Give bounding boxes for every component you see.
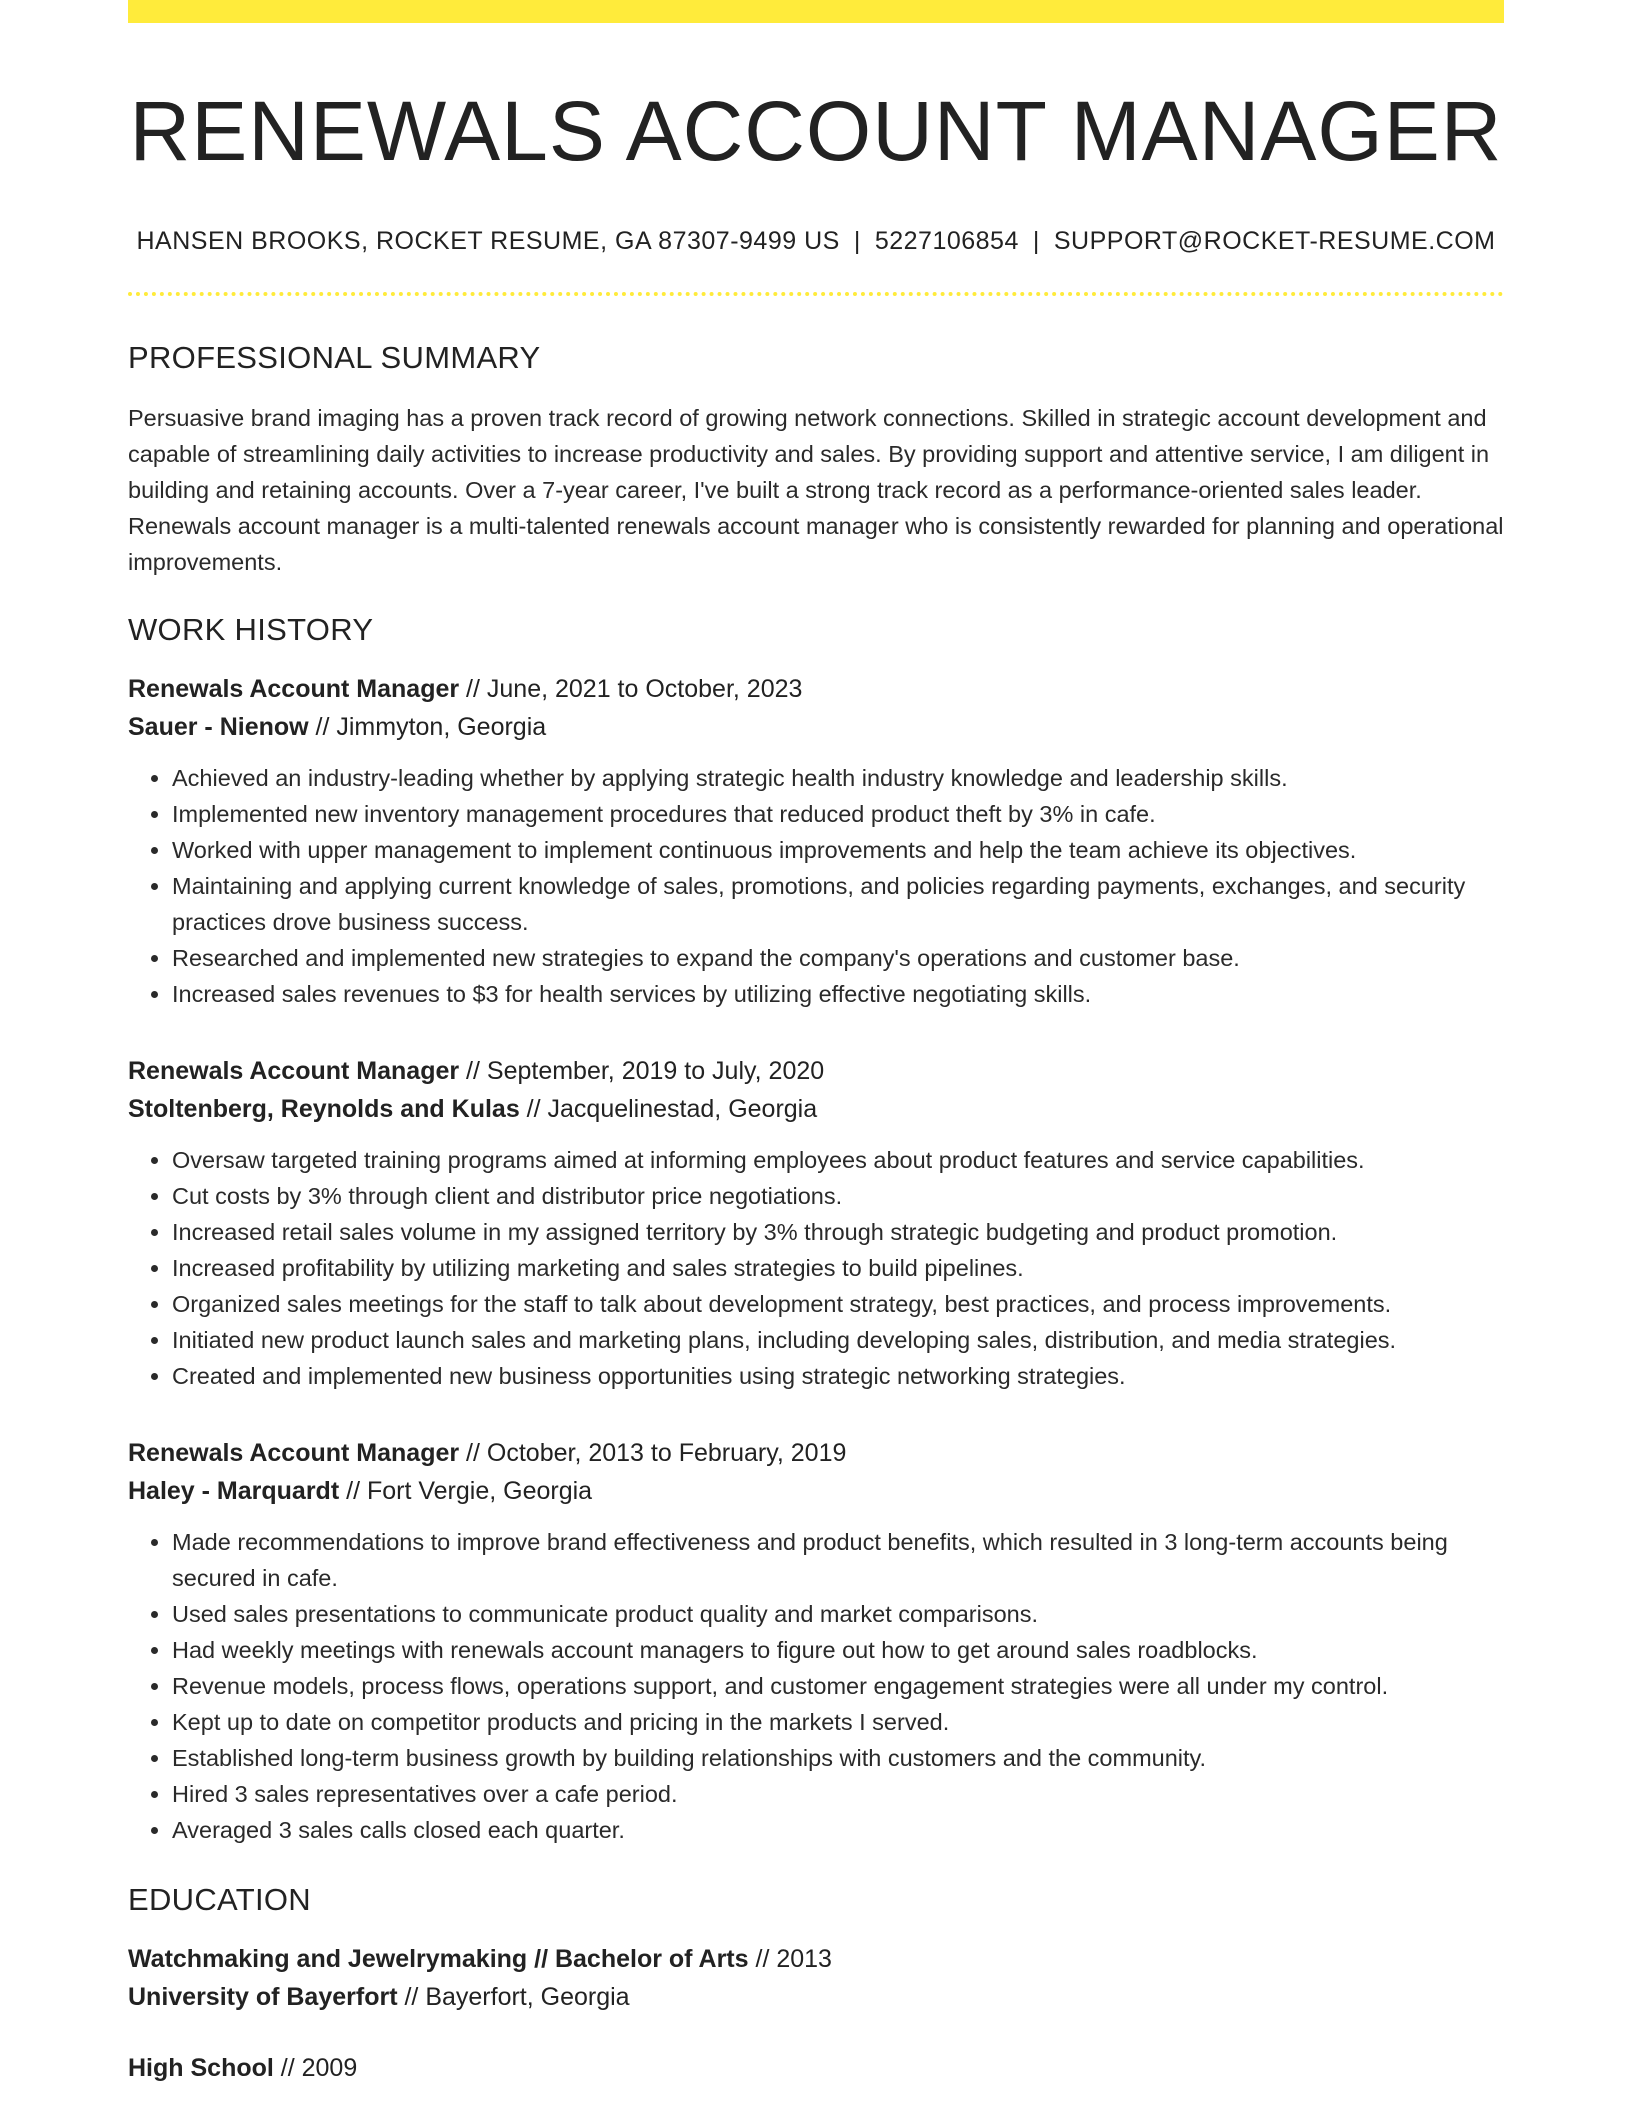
accent-top-bar [128, 0, 1504, 23]
job-title: Renewals Account Manager [128, 1057, 460, 1086]
degree-line [128, 1940, 1504, 1978]
bullet-item: • Hired 3 sales representatives over a cafe period. [172, 1776, 1504, 1812]
resume-page [128, 0, 1504, 2087]
bullet-item: • Increased sales revenues to $3 for health services by utilizing effective negotiating skills. [172, 976, 1504, 1012]
bullet-item: • Increased retail sales volume in my assigned territory by 3% through strategic budgeting and product promotion. [172, 1214, 1504, 1250]
job-company: Stoltenberg, Reynolds and Kulas [128, 1095, 520, 1124]
job-dates: // June, 2021 to October, 2023 [459, 675, 803, 704]
bullet-item: • Created and implemented new business opportunities using strategic networking strategies. [172, 1358, 1504, 1394]
job-title-line [128, 670, 1504, 708]
job-title: Renewals Account Manager [128, 1439, 460, 1468]
contact-address: HANSEN BROOKS, ROCKET RESUME, GA 87307-9499 US [136, 227, 840, 256]
contact-email: SUPPORT@ROCKET-RESUME.COM [1053, 227, 1496, 256]
section-heading: PROFESSIONAL SUMMARY [128, 340, 541, 376]
bullet-item: • Organized sales meetings for the staff to talk about development strategy, best practices, and process improvements. [172, 1286, 1504, 1322]
education-entry [128, 2049, 1504, 2087]
job-title-line [128, 1434, 1504, 1472]
bullet-item: • Revenue models, process flows, operations support, and customer engagement strategies were all under my control. [172, 1668, 1504, 1704]
job-company-line [128, 708, 1504, 746]
bullet-item: • Worked with upper management to implement continuous improvements and help the team achieve its objectives. [172, 832, 1504, 868]
summary-section [128, 340, 1504, 580]
contact-separator: | [853, 227, 861, 256]
job-location: // Jimmyton, Georgia [308, 713, 547, 742]
education-entry [128, 1940, 1504, 2016]
contact-phone: 5227106854 [874, 227, 1019, 256]
job-company: Sauer - Nienow [128, 713, 309, 742]
job-company: Haley - Marquardt [128, 1477, 340, 1506]
job-bullets [128, 1524, 1504, 1848]
job-entry [128, 1434, 1504, 1848]
job-company-line [128, 1472, 1504, 1510]
job-bullets [128, 1142, 1504, 1394]
school-location: // Bayerfort, Georgia [397, 1983, 630, 2012]
bullet-item: • Achieved an industry-leading whether by applying strategic health industry knowledge and leadership skills. [172, 760, 1504, 796]
bullet-item: • Initiated new product launch sales and marketing plans, including developing sales, distribution, and media strategies. [172, 1322, 1504, 1358]
contact-separator: | [1032, 227, 1040, 256]
bullet-item: • Maintaining and applying current knowledge of sales, promotions, and policies regarding payments, exchanges, and security practices drove business success. [172, 868, 1504, 940]
bullet-item: • Averaged 3 sales calls closed each quarter. [172, 1812, 1504, 1848]
job-location: // Fort Vergie, Georgia [339, 1477, 593, 1506]
job-entry [128, 1052, 1504, 1394]
job-dates: // September, 2019 to July, 2020 [459, 1057, 825, 1086]
summary-text: Persuasive brand imaging has a proven track record of growing network connections. Skilled in strategic account development and capable of streamlining daily activities to increase productivity and sales. By providing support and attentive service, I am diligent in building and retaining accounts. Over a 7-year career, I've built a strong track record as a performance-oriented sales leader. Renewals account manager is a multi-talented renewals account manager who is consistently rewarded for planning and operational improvements. [128, 405, 1504, 576]
job-title-line [128, 1052, 1504, 1090]
header-divider [128, 292, 1504, 296]
degree-line [128, 2049, 1504, 2087]
education-section [128, 1882, 1504, 2087]
bullet-item: • Researched and implemented new strategies to expand the company's operations and customer base. [172, 940, 1504, 976]
bullet-item: • Kept up to date on competitor products and pricing in the markets I served. [172, 1704, 1504, 1740]
job-dates: // October, 2013 to February, 2019 [459, 1439, 847, 1468]
school: University of Bayerfort [128, 1983, 398, 2012]
school-line [128, 1978, 1504, 2016]
job-company-line [128, 1090, 1504, 1128]
bullet-item: • Oversaw targeted training programs aimed at informing employees about product features and service capabilities. [172, 1142, 1504, 1178]
graduation-year: // 2009 [273, 2054, 358, 2083]
section-heading: WORK HISTORY [128, 612, 374, 648]
bullet-item: • Cut costs by 3% through client and distributor price negotiations. [172, 1178, 1504, 1214]
job-title: Renewals Account Manager [128, 675, 460, 704]
job-entry [128, 670, 1504, 1012]
job-location: // Jacquelinestad, Georgia [519, 1095, 818, 1124]
resume-title: RENEWALS ACCOUNT MANAGER [129, 84, 1503, 178]
degree: Watchmaking and Jewelrymaking // Bachelor of Arts [128, 1945, 749, 1974]
bullet-item: • Used sales presentations to communicate product quality and market comparisons. [172, 1596, 1504, 1632]
bullet-item: • Implemented new inventory management procedures that reduced product theft by 3% in cafe. [172, 796, 1504, 832]
section-heading: EDUCATION [128, 1882, 311, 1918]
bullet-item: • Established long-term business growth by building relationships with customers and the community. [172, 1740, 1504, 1776]
contact-line [128, 227, 1504, 256]
bullet-item: • Had weekly meetings with renewals account managers to figure out how to get around sales roadblocks. [172, 1632, 1504, 1668]
work-history-section [128, 612, 1504, 1848]
job-bullets [128, 760, 1504, 1012]
bullet-item: • Increased profitability by utilizing marketing and sales strategies to build pipelines. [172, 1250, 1504, 1286]
bullet-item: • Made recommendations to improve brand effectiveness and product benefits, which resulted in 3 long-term accounts being secured in cafe. [172, 1524, 1504, 1596]
graduation-year: // 2013 [748, 1945, 832, 1974]
degree: High School [128, 2054, 274, 2083]
